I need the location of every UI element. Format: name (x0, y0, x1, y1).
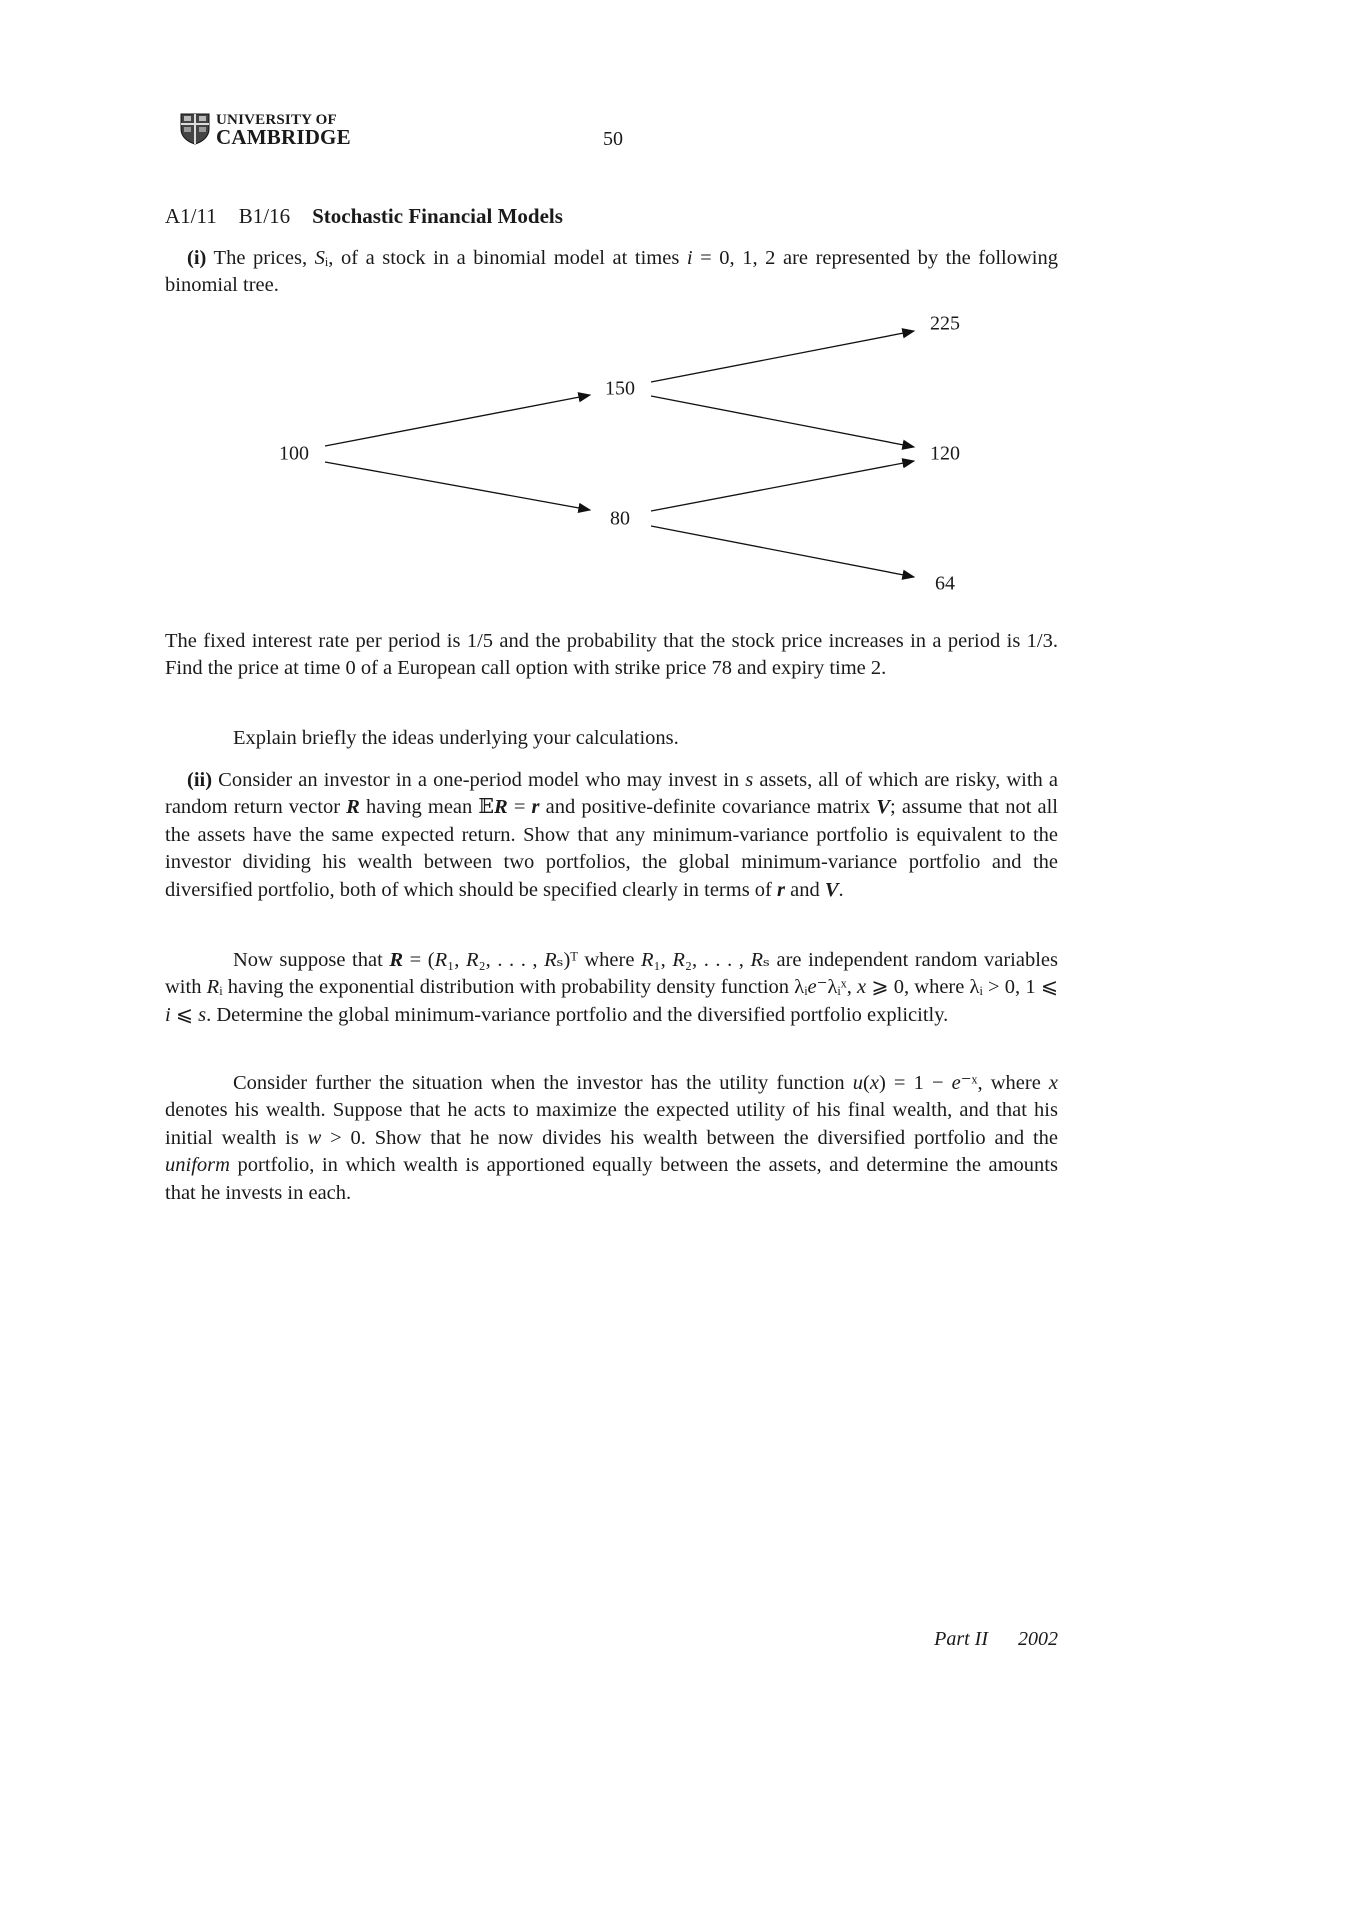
text-segment: denotes his wealth. Suppose that he acts to maximize the expected utility of his final wealth, and that his initial wealth is (165, 1099, 1058, 1149)
paragraph-exponential (165, 947, 1058, 1029)
text-segment: S (314, 247, 325, 269)
text-segment: r (777, 878, 785, 901)
text-segment: Explain briefly the ideas underlying your calculations. (233, 727, 679, 749)
tree-node-225: 225 (930, 312, 960, 335)
text-segment: R (640, 949, 654, 971)
tree-node-64: 64 (935, 572, 955, 595)
edge-100-150 (325, 395, 590, 446)
text-segment: ⁻ˣ, where (960, 1072, 1049, 1094)
text-segment: = 0, 1, 2 are represented by the following binomial tree. (165, 247, 1058, 297)
text-segment: u (852, 1072, 864, 1094)
page-number: 50 (603, 128, 623, 150)
text-segment: R (206, 976, 220, 999)
page-footer (904, 1628, 1058, 1651)
text-segment: and (784, 878, 825, 901)
text-segment: (i) (187, 247, 207, 269)
text-segment: ; assume that not all the assets have the same expected return. Show that any minimum-variance portfolio is equivalent to the investor dividing his wealth between two portfolios, the global minimum-variance portfolio and the diversified portfolio, both of which should be specified clearly in terms of (165, 796, 1058, 901)
text-segment: = ( (403, 949, 435, 971)
text-segment: > 0. Show that he now divides his wealth between the diversified portfolio and the (321, 1126, 1058, 1149)
text-segment: (ii) (187, 769, 213, 791)
text-segment: ₂, . . . , (478, 949, 545, 971)
text-segment: = (507, 796, 532, 819)
text-segment: R (389, 949, 404, 971)
text-segment: portfolio, in which wealth is apportioned equally between the assets, and determine the amounts that he invests in each. (165, 1154, 1058, 1204)
binomial-tree-diagram (0, 0, 1358, 700)
text-segment: Consider an investor in a one-period model who may invest in (212, 769, 746, 791)
text-segment: i (165, 1003, 171, 1026)
text-segment: R (465, 949, 479, 971)
text-segment: Consider further the situation when the investor has the utility function (233, 1072, 853, 1094)
edge-100-80 (325, 462, 590, 510)
tree-node-100: 100 (279, 442, 309, 465)
text-segment: R (544, 949, 557, 971)
text-segment: r (531, 796, 540, 819)
text-segment: assets, all of which are risky, with a random return vector (165, 769, 1059, 819)
text-segment: . Determine the global minimum-variance portfolio and the diversified portfolio explicitly. (206, 1003, 949, 1026)
text-segment: s (198, 1003, 207, 1026)
text-segment: The prices, (206, 247, 315, 269)
text-segment: ( (863, 1072, 870, 1094)
edge-80-120 (651, 461, 914, 511)
paragraph-utility (165, 1070, 1058, 1207)
text-segment: R (672, 949, 685, 971)
text-segment: R (494, 796, 508, 819)
text-segment: w (307, 1126, 322, 1149)
text-segment: ₁, (653, 949, 673, 971)
text-segment: ₁, (447, 949, 466, 971)
paragraph-part-ii (165, 767, 1058, 904)
edge-150-225 (651, 331, 914, 382)
text-segment: . (838, 878, 844, 901)
tree-node-120: 120 (930, 442, 960, 465)
text-segment: x (1048, 1072, 1059, 1094)
edge-150-120 (651, 396, 914, 447)
text-segment: ₛ are independent random variables with (165, 949, 1059, 999)
text-segment: ₂, . . . , (684, 949, 751, 971)
footer-part: Part II (934, 1628, 988, 1650)
text-segment: V (824, 878, 839, 901)
text-segment: ⁻λᵢˣ, (816, 976, 858, 999)
text-segment: x (869, 1072, 879, 1094)
text-segment: , of a stock in a binomial model at times (328, 247, 687, 269)
text-segment: ᵢ (324, 247, 329, 269)
text-segment: R (346, 796, 360, 819)
text-segment: s (745, 769, 754, 791)
text-segment: having mean 𝔼 (359, 796, 495, 819)
text-segment: Now suppose that (233, 949, 390, 971)
text-segment: ᵢ having the exponential distribution with probability density function λᵢ (219, 976, 808, 999)
text-segment: i (686, 247, 693, 269)
paragraph-explain (165, 725, 1058, 752)
paragraph-interest-rate (165, 628, 1058, 683)
text-segment: The fixed interest rate per period is 1/5 and the probability that the stock price increases in a period is 1/3. Find the price at time 0 of a European call option with strike price 78 and expiry time 2. (165, 630, 1058, 680)
text-segment: ) = 1 − (878, 1072, 952, 1094)
text-segment: V (876, 796, 891, 819)
edge-80-64 (651, 526, 914, 577)
text-segment: ⩽ (170, 1003, 199, 1026)
logo-line2: CAMBRIDGE (216, 125, 351, 149)
text-segment: e (951, 1072, 961, 1094)
text-segment: R (434, 949, 448, 971)
logo-line1: UNIVERSITY OF (216, 112, 337, 128)
footer-year: 2002 (1018, 1628, 1058, 1650)
tree-node-80: 80 (610, 507, 630, 530)
question-code-a: A1/11 (165, 204, 217, 228)
text-segment: and positive-definite covariance matrix (539, 796, 877, 819)
tree-node-150: 150 (605, 377, 635, 400)
text-segment: uniform (165, 1154, 230, 1177)
text-segment: e (807, 976, 817, 999)
text-segment: R (750, 949, 764, 971)
question-code-b: B1/16 (238, 204, 291, 228)
question-title: Stochastic Financial Models (312, 204, 563, 228)
text-segment: ⩾ 0, where λᵢ > 0, 1 ⩽ (866, 976, 1058, 999)
text-segment: ₛ)ᵀ where (556, 949, 641, 971)
text-segment: x (857, 976, 867, 999)
